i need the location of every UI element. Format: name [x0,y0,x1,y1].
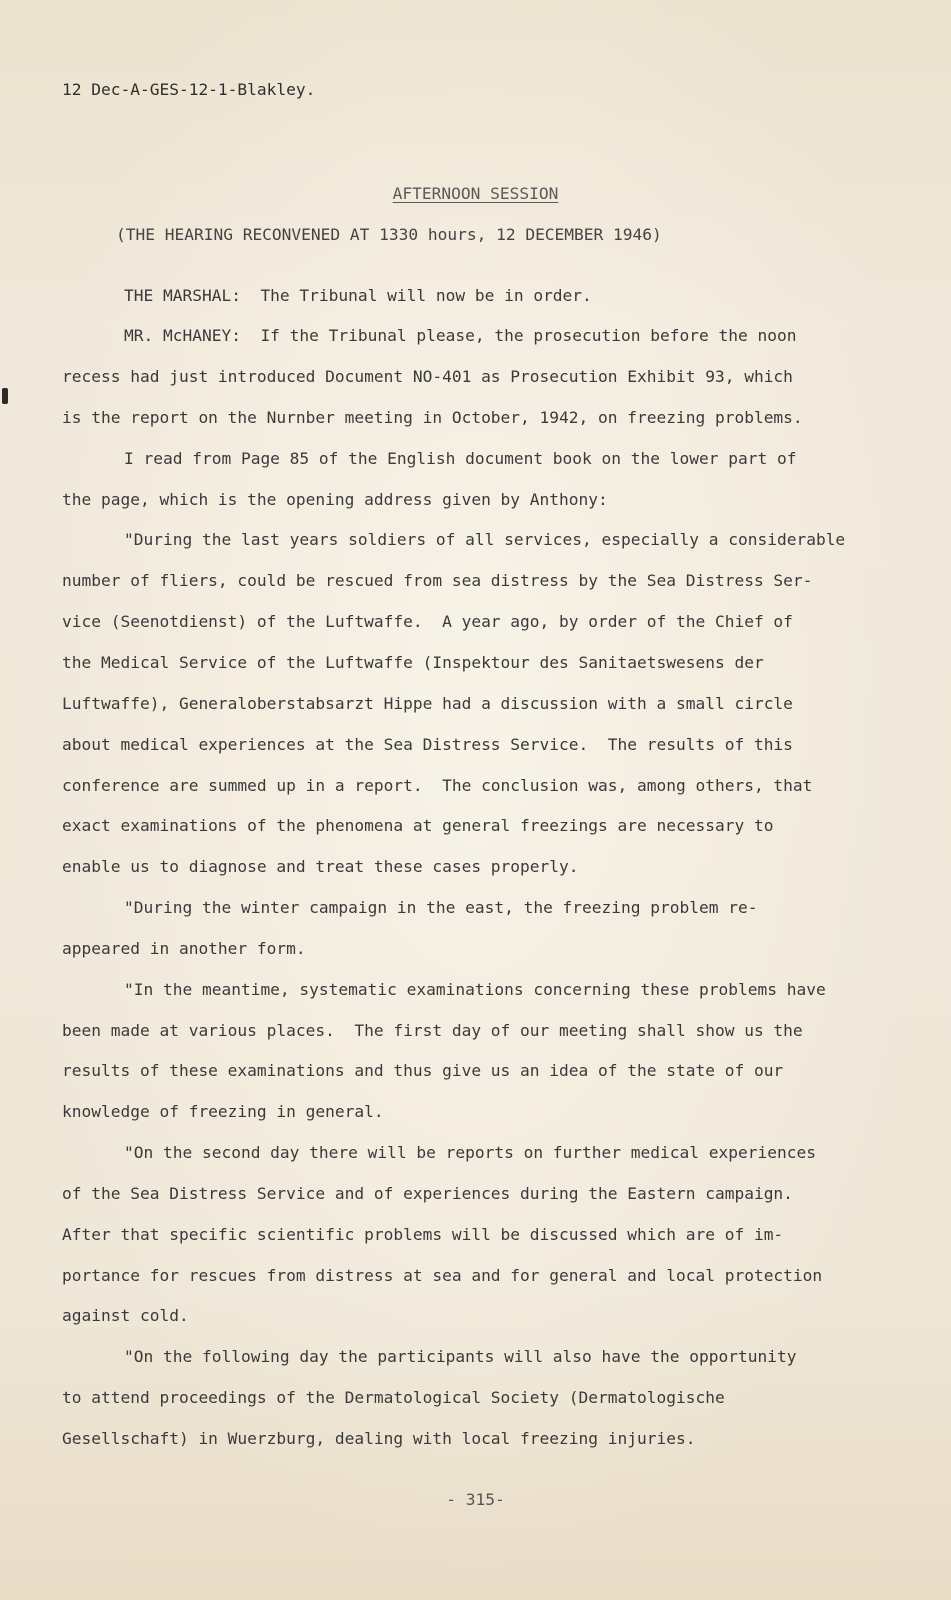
body-line: been made at various places. The first day of our meeting shall show us the [62,1021,803,1040]
body-line: results of these examinations and thus give us an idea of the state of our [62,1061,784,1080]
body-line: vice (Seenotdienst) of the Luftwaffe. A year ago, by order of the Chief of [62,612,793,631]
body-line: recess had just introduced Document NO-401 as Prosecution Exhibit 93, which [62,367,793,386]
body-line: the page, which is the opening address given by Anthony: [62,490,608,509]
body-line: THE MARSHAL: The Tribunal will now be in order. [124,286,592,305]
body-line: "On the second day there will be reports on further medical experiences [124,1143,816,1162]
page-number: - 315- [446,1490,505,1509]
body-line: enable us to diagnose and treat these cases properly. [62,857,579,876]
body-line: knowledge of freezing in general. [62,1102,384,1121]
body-line: "During the last years soldiers of all services, especially a considerable [124,530,846,549]
body-line: conference are summed up in a report. The conclusion was, among others, that [62,776,813,795]
body-line: number of fliers, could be rescued from sea distress by the Sea Distress Ser- [62,571,813,590]
body-line: "In the meantime, systematic examinations concerning these problems have [124,980,826,999]
body-line: appeared in another form. [62,939,306,958]
body-line: "During the winter campaign in the east, the freezing problem re- [124,898,758,917]
body-line: exact examinations of the phenomena at general freezings are necessary to [62,816,774,835]
session-title: AFTERNOON SESSION [392,184,559,203]
body-line: against cold. [62,1306,189,1325]
body-line: I read from Page 85 of the English document book on the lower part of [124,449,797,468]
body-line: of the Sea Distress Service and of experiences during the Eastern campaign. [62,1184,793,1203]
body-line: portance for rescues from distress at sea and for general and local protection [62,1266,823,1285]
body-line: After that specific scientific problems will be discussed which are of im- [62,1225,784,1244]
body-line: "On the following day the participants will also have the opportunity [124,1347,797,1366]
body-line: Luftwaffe), Generaloberstabsarzt Hippe had a discussion with a small circle [62,694,793,713]
body-line: the Medical Service of the Luftwaffe (Inspektour des Sanitaetswesens der [62,653,764,672]
document-id: 12 Dec-A-GES-12-1-Blakley. [62,80,316,99]
body-line: about medical experiences at the Sea Distress Service. The results of this [62,735,793,754]
reconvened-note: (THE HEARING RECONVENED AT 1330 hours, 12 DECEMBER 1946) [116,225,662,244]
body-line: MR. McHANEY: If the Tribunal please, the prosecution before the noon [124,326,797,345]
margin-mark [2,388,8,404]
body-line: is the report on the Nurnber meeting in October, 1942, on freezing problems. [62,408,803,427]
body-line: Gesellschaft) in Wuerzburg, dealing with local freezing injuries. [62,1429,696,1448]
body-line: to attend proceedings of the Dermatological Society (Dermatologische [62,1388,725,1407]
